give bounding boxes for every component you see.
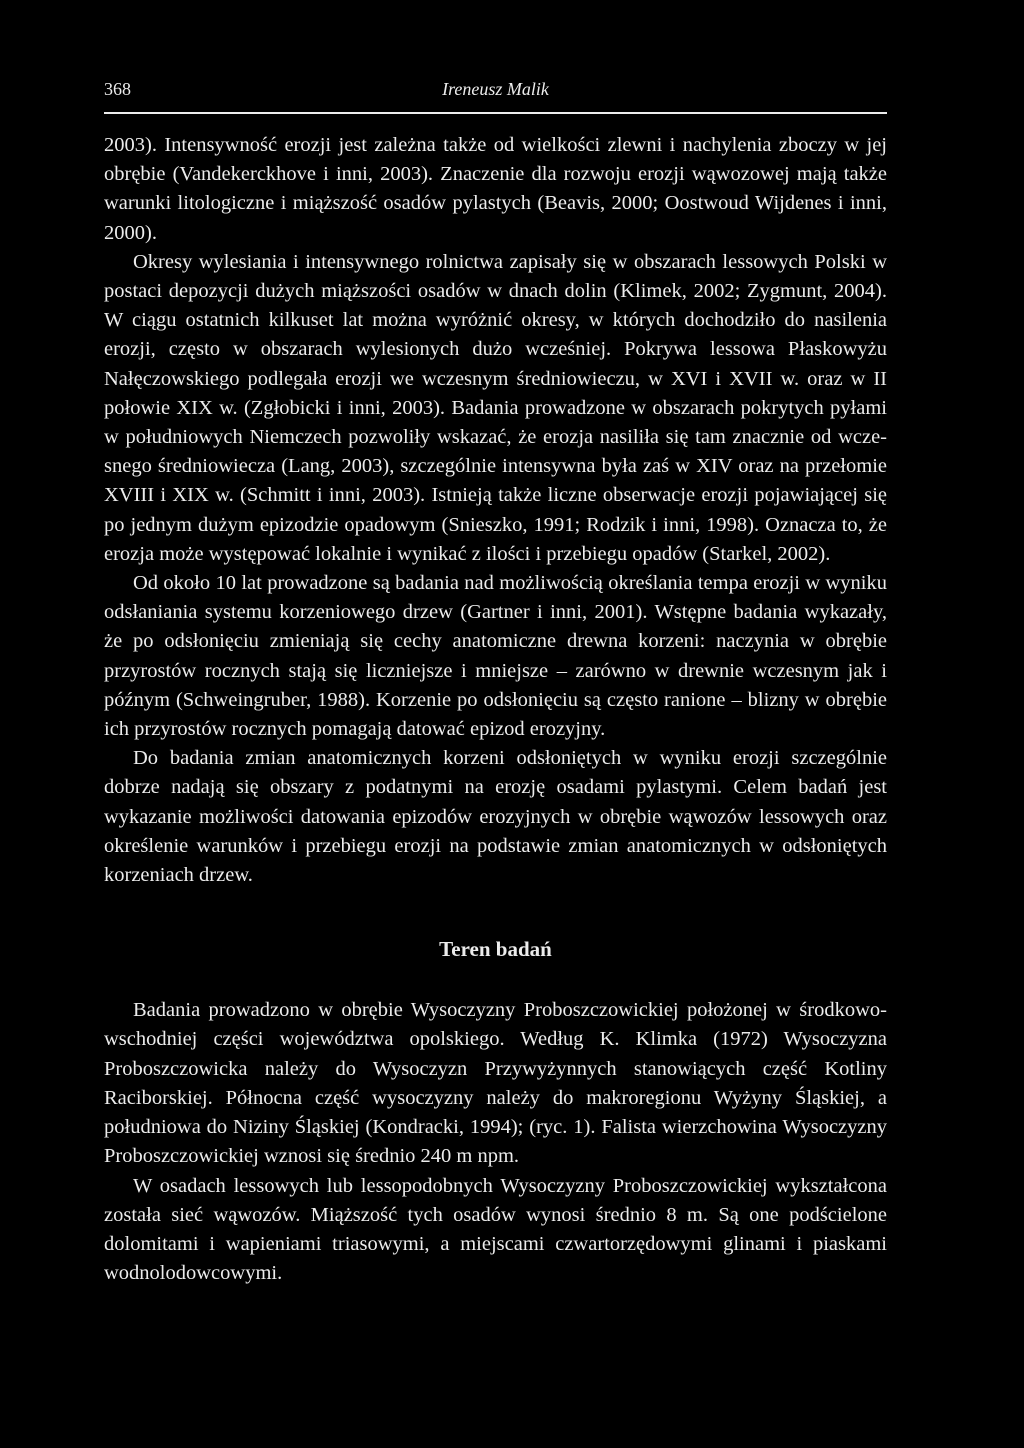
- paragraph: 2003). Intensywność erozji jest zależna także od wielkości zlewni i nachylenia zboczy w jej obrębie (Vandekerckhove i inni, 2003). Znaczenie dla rozwoju erozji wąwozowej mają także warunki litologiczne i miąższość osadów pylastych (Beavis, 2000; Oostwoud Wijdenes i inni, 2000).: [104, 134, 887, 244]
- running-head-author: Ireneusz Malik: [442, 79, 549, 99]
- page-number: 368: [104, 79, 131, 99]
- body-text: [104, 131, 887, 1288]
- document-page: [104, 76, 887, 1288]
- header-rule: [104, 112, 887, 114]
- paragraph: Od około 10 lat prowadzone są badania nad możliwością określania tempa erozji w wyniku odsłaniania systemu korzeniowego drzew (Gartner i inni, 2001). Wstępne badania wykazały, że po odsłonięciu zmieniają się cechy anatomiczne drewna korzeni: naczynia w obrębie przyrostów rocznych stają się liczniejsze i mniejsze – zarówno w drewnie wczesnym jak i późnym (Schweingruber, 1988). Korzenie po odsłonięciu są często ranione – blizny w obrębie ich przyrostów rocznych pomagają datować epizod erozyjny.: [104, 572, 887, 741]
- running-header: [104, 76, 887, 102]
- section-heading: Teren badań: [439, 937, 552, 962]
- paragraph: Okresy wylesiania i intensywnego rolnictwa zapisały się w obszarach lessowych Polski w postaci depozycji dużych miąższości osadów w dnach dolin (Klimek, 2002; Zygmunt, 2004). W ciągu ostatnich kilkuset lat można wyróżnić okresy, w których dochodziło do nasilenia erozji, często w obszarach wylesionych dużo wcześniej. Pokrywa lessowa Płaskowyżu Nałęczowskiego podlegała erozji we wczesnym średniowieczu, w XVI i XVII w. oraz w II połowie XIX w. (Zgłobicki i inni, 2003). Badania prowadzone w obszarach pokrytych pyłami w południowych Niemczech pozwoliły wskazać, że erozja nasiliła się tam znacznie od wczesnego średniowiecza (Lang, 2003), szczególnie intensywna była zaś w XIV oraz na przełomie XVIII i XIX w. (Schmitt i inni, 2003). Istnieją także liczne obserwacje erozji pojawiającej się po jednym dużym epizodzie opadowym (Snieszko, 1991; Rodzik i inni, 1998). Oznacza to, że erozja może występować lokalnie i wynikać z ilości i przebiegu opadów (Starkel, 2002).: [104, 250, 887, 565]
- paragraph: Badania prowadzono w obrębie Wysoczyzny Proboszczowickiej położonej w środkowo-wschodniej części województwa opolskiego. Według K. Klimka (1972) Wysoczyzna Proboszczowicka należy do Wysoczyzn Przywyżynnych stanowiących część Kotliny Raciborskiej. Północna część wysoczyzny należy do makroregionu Wyżyny Śląskiej, a południowa do Niziny Śląskiej (Kondracki, 1994); (ryc. 1). Falista wierzchowina Wysoczyzny Proboszczowickiej wznosi się średnio 240 m npm.: [104, 999, 887, 1168]
- paragraph: Do badania zmian anatomicznych korzeni odsłoniętych w wyniku erozji szczególnie dobrze nadają się obszary z podatnymi na erozję osadami pylastymi. Celem badań jest wykazanie możliwości datowania epizodów erozyjnych w obrębie wąwozów lessowych oraz określenie warunków i przebiegu erozji na podstawie zmian anatomicznych w odsłoniętych korzeniach drzew.: [104, 747, 887, 887]
- paragraph: W osadach lessowych lub lessopodobnych Wysoczyzny Proboszczowickiej wykształcona została sieć wąwozów. Miąższość tych osadów wynosi średnio 8 m. Są one podścielone dolomitami i wapieniami triasowymi, a miejscami czwartorzędowymi glinami i piaskami wodnolodowcowymi.: [104, 1174, 887, 1285]
